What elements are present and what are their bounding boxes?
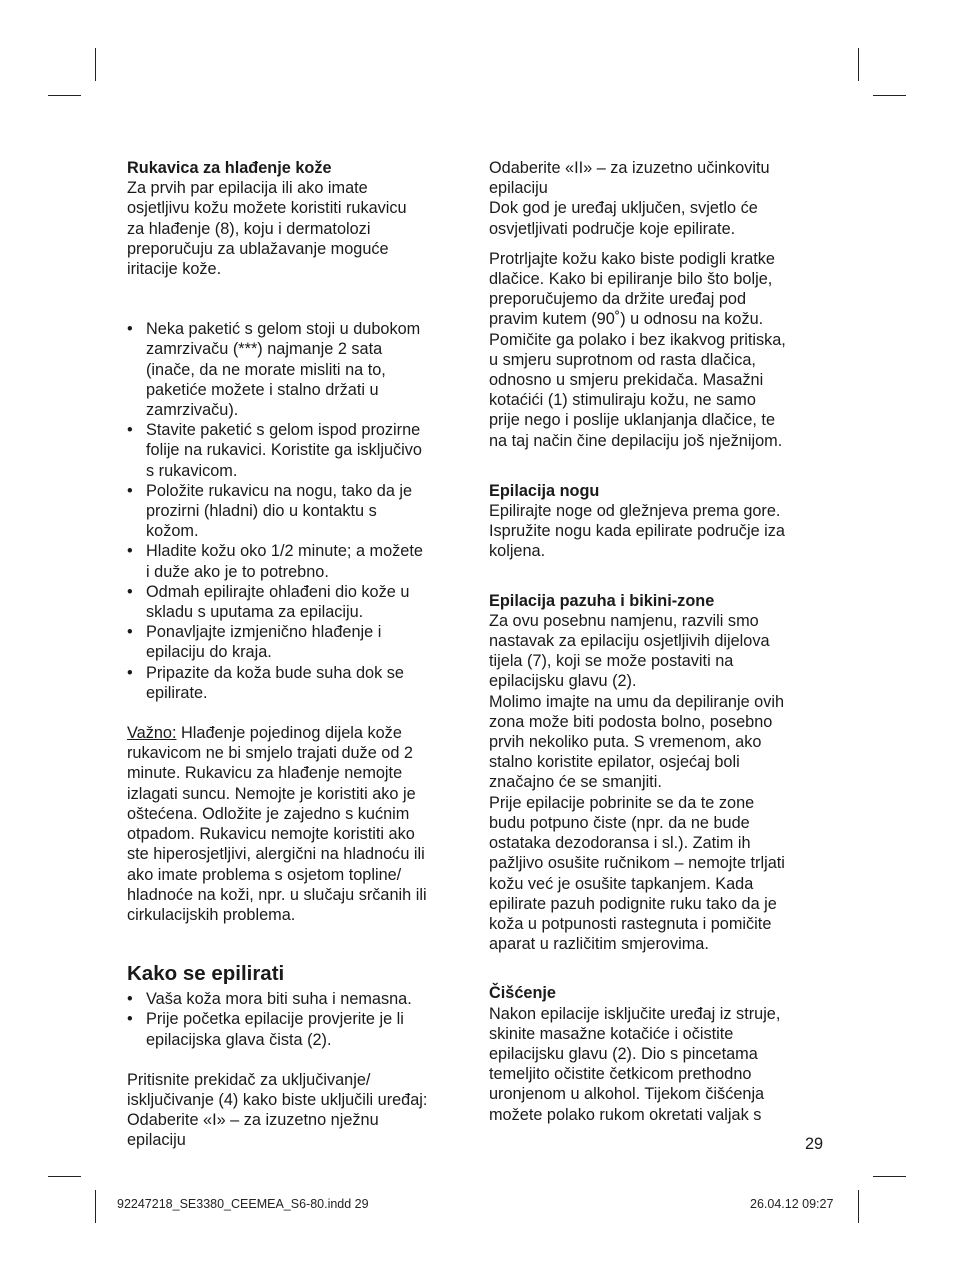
section-heading-how-to-epilate: Kako se epilirati [127, 962, 285, 986]
list-item: • Vaša koža mora biti suha i nemasna. [127, 989, 472, 1009]
cleaning-text: Nakon epilacije isključite uređaj iz struje, skinite masažne kotačiće i očistite epilacijsku glavu (2). Dio s pincetama temeljito očistite četkicom prethodno uronjenom u alkohol. Tijekom čišćenja možete polako rukom okretati valjak s [489, 1004, 781, 1124]
section-heading-cooling-glove: Rukavica za hlađenje kože [127, 159, 332, 177]
switch-instructions: Pritisnite prekidač za uključivanje/ isključivanje (4) kako biste uključili uređaj: Odaberite «I» – za izuzetno nježnu epilaciju [127, 1070, 428, 1150]
section-heading-armpit-bikini: Epilacija pazuha i bikini-zone [489, 591, 715, 610]
right-column [489, 158, 834, 1125]
leg-epilation-text: Epilirajte noge od gležnjeva prema gore. Ispružite nogu kada epilirate područje iza koljena. [489, 502, 785, 561]
crop-mark-top-right-horizontal [873, 95, 906, 96]
technique-paragraph: Protrljajte kožu kako biste podigli kratke dlačice. Kako bi epiliranje bilo što bolje, preporučujemo da držite uređaj pod pravim kutem (90˚) u odnosu na kožu. Pomičite ga polako i bez ikakvog pritiska, u smjeru suprotnom od rasta dlačica, odnosno u smjeru prekidača. Masažni kotaćići (1) stimuliraju kožu, ne samo prije nego i poslije uklanjanja dlačice, te na taj način čine depilaciju još nježnijom. [489, 249, 786, 450]
footer-file-slug: 92247218_SE3380_CEEMEA_S6-80.indd 29 [117, 1197, 369, 1211]
crop-mark-top-left-horizontal [48, 95, 81, 96]
setting-two-paragraph: Odaberite «II» – za izuzetno učinkovitu epilaciju Dok god je uređaj uključen, svjetlo će osvjetljivati područje koje epilirate. [489, 159, 770, 238]
list-item: • Položite rukavicu na nogu, tako da je prozirni (hladni) dio u kontaktu s kožom. [127, 481, 472, 542]
important-label: Važno: [127, 724, 177, 743]
list-item: • Pripazite da koža bude suha dok se epilirate. [127, 663, 472, 703]
crop-mark-bottom-right-horizontal [873, 1176, 906, 1177]
crop-mark-bottom-left-vertical [95, 1190, 96, 1223]
section-heading-leg-epilation: Epilacija nogu [489, 481, 600, 500]
crop-mark-bottom-left-horizontal [48, 1176, 81, 1177]
list-item: • Prije početka epilacije provjerite je li epilacijska glava čista (2). [127, 1009, 472, 1049]
list-item: • Neka paketić s gelom stoji u dubokom zamrzivaču (***) najmanje 2 sata (inače, da ne morate misliti na to, paketiće možete i stalno držati u zamrzivaču). [127, 319, 472, 420]
left-column [127, 158, 472, 1151]
list-item: • Stavite paketić s gelom ispod prozirne folije na rukavici. Koristite ga isključivo s rukavicom. [127, 420, 472, 481]
how-to-list [127, 989, 472, 1050]
list-item: • Ponavljajte izmjenično hlađenje i epilaciju do kraja. [127, 622, 472, 662]
crop-mark-top-left-vertical [95, 48, 96, 81]
page-number: 29 [805, 1135, 824, 1153]
section-heading-cleaning: Čišćenje [489, 984, 556, 1003]
list-item: • Odmah epilirajte ohlađeni dio kože u skladu s uputama za epilaciju. [127, 582, 472, 622]
footer-date-slug: 26.04.12 09:27 [750, 1197, 834, 1211]
cooling-steps-list [127, 319, 472, 703]
armpit-bikini-text: Za ovu posebnu namjenu, razvili smo nastavak za epilaciju osjetljivih dijelova tijela (7), koji se može postaviti na epilacijsku glavu (2). Molimo imajte na umu da depiliranje ovih zona može biti podosta bolno, posebno prvih nekoliko puta. S vremenom, ako stalno koristite epilator, osjećaj boli značajno će se smanjiti. Prije epilacije pobrinite se da te zone budu potpuno čiste (npr. da ne bude ostataka dezodoransa i sl.). Zatim ih pažljivo osušite ručnikom – nemojte trljati kožu već je osušite tapkanjem. Kada epilirate pazuh podignite ruku tako da je koža u potpunosti rastegnuta i pomičite aparat u različitim smjerovima. [489, 611, 785, 954]
crop-mark-bottom-right-vertical [858, 1190, 859, 1223]
cooling-glove-intro: Za prvih par epilacija ili ako imate osjetljivu kožu možete koristiti rukavicu za hlađenje (8), koju i dermatolozi preporučuju za ublažavanje moguće iritacije kože. [127, 179, 407, 279]
crop-mark-top-right-vertical [858, 48, 859, 81]
list-item: • Hladite kožu oko 1/2 minute; a možete i duže ako je to potrebno. [127, 541, 472, 581]
important-note: Važno: Hlađenje pojedinog dijela kože rukavicom ne bi smjelo trajati duže od 2 minute. Rukavicu za hlađenje nemojte izlagati suncu. Nemojte je koristiti ako je oštećena. Odložite je zajedno s kućnim otpadom. Rukavicu nemojte koristiti ako ste hiperosjetljivi, alergični na hladnoću ili ako imate problema s osjetom topline/ hladnoće na koži, npr. u slučaju srčanih ili cirkulacijskih problema. [127, 724, 427, 924]
